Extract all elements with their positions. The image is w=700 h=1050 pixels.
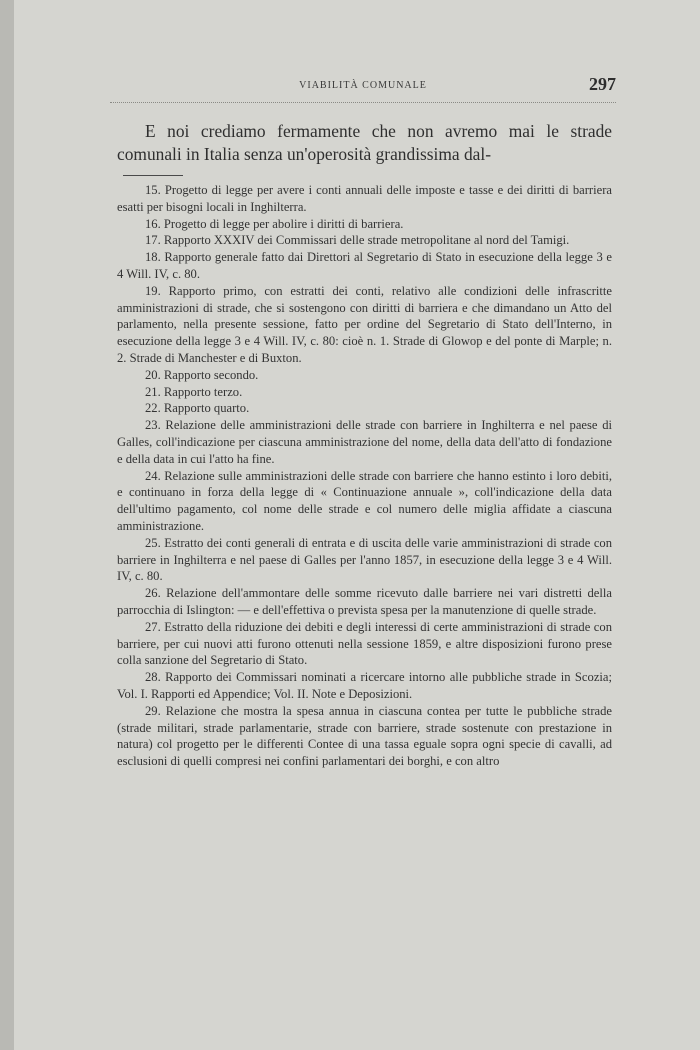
footnote-item: 25. Estratto dei conti generali di entrata e di uscita delle varie amministrazioni di strade con barriere in Inghilterra e nel paese di Galles per l'anno 1857, in esecuzione della legge 3 e 4 Will. IV, c. 80.	[117, 535, 612, 584]
footnote-item: 27. Estratto della riduzione dei debiti e degli interessi di certe amministrazioni di strade con barriere, per cui nuovi atti furono ottenuti nella sessione 1859, e altre disposizioni furono prese colla sanzione del Segretario di Stato.	[117, 619, 612, 668]
footnote-item: 15. Progetto di legge per avere i conti annuali delle imposte e tasse e dei diritti di barriera esatti per bisogni locali in Inghilterra.	[117, 183, 612, 214]
footnote-item: 23. Relazione delle amministrazioni delle strade con barriere in Inghilterra e nel paese di Galles, coll'indicazione per ciascuna amministrazione del nome, della data dell'atto di fondazione e della data in cui l'atto ha fine.	[117, 418, 612, 466]
footnote-rule	[123, 175, 183, 176]
footnote-list	[117, 182, 612, 770]
footnote-item: 16. Progetto di legge per abolire i diritti di barriera.	[145, 216, 404, 231]
footnote-item: 28. Rapporto dei Commissari nominati a ricercare intorno alle pubbliche strade in Scozia; Vol. I. Rapporti ed Appendice; Vol. II. Note e Deposizioni.	[117, 670, 612, 701]
footnote-item: 22. Rapporto quarto.	[145, 401, 250, 416]
lead-paragraph: E noi crediamo fermamente che non avremo mai le strade comunali in Italia senza un'operosità grandissima dal-	[117, 121, 612, 164]
body-text	[117, 120, 612, 770]
footnote-item: 26. Relazione dell'ammontare delle somme ricevuto dalle barriere nei vari distretti della parrocchia di Islington: — e dell'effettiva o prevista spesa per la manutenzione di quelle strade.	[117, 586, 612, 617]
footnote-item: 29. Relazione che mostra la spesa annua in ciascuna contea per tutte le pubbliche strade (strade militari, strade parlamentarie, strade con barriere, strade sostenute con prestazione in natura) col progetto per le differenti Contee di una tassa eguale sopra ogni specie di cavalli, ad esclusioni di quelli compresi nei confini parlamentari dei borghi, e con altro	[117, 703, 612, 769]
running-head: VIABILITÀ COMUNALE	[299, 80, 427, 91]
page-number: 297	[589, 74, 616, 94]
footnote-item: 21. Rapporto terzo.	[145, 384, 243, 399]
footnote-item: 19. Rapporto primo, con estratti dei conti, relativo alle condizioni delle infrascritte amministrazioni di strade, che si sostengono con diritti di barriera e che dimandano un Atto del parlamento, nella presente sessione, fatto per ordine del Segretario di Stato dell'Interno, in esecuzione della legge 3 e 4 Will. IV, c. 80: cioè n. 1. Strade di Glowop e del ponte di Marple; n. 2. Strade di Manchester e di Buxton.	[117, 283, 612, 365]
book-page	[14, 0, 700, 1050]
footnote-item: 17. Rapporto XXXIV dei Commissari delle strade metropolitane al nord del Tamigi.	[145, 233, 570, 248]
footnote-item: 18. Rapporto generale fatto dai Direttori al Segretario di Stato in esecuzione della legge 3 e 4 Will. IV, c. 80.	[117, 250, 612, 281]
footnote-item: 20. Rapporto secondo.	[145, 367, 259, 382]
page-header	[110, 74, 616, 103]
footnote-item: 24. Relazione sulle amministrazioni delle strade con barriere che hanno estinto i loro debiti, e continuano in forza della legge di « Continuazione annuale », coll'indicazione della data dell'ultimo pagamento, col nome delle strade e col numero delle miglia affidate a ciascuna amministrazione.	[117, 468, 612, 533]
